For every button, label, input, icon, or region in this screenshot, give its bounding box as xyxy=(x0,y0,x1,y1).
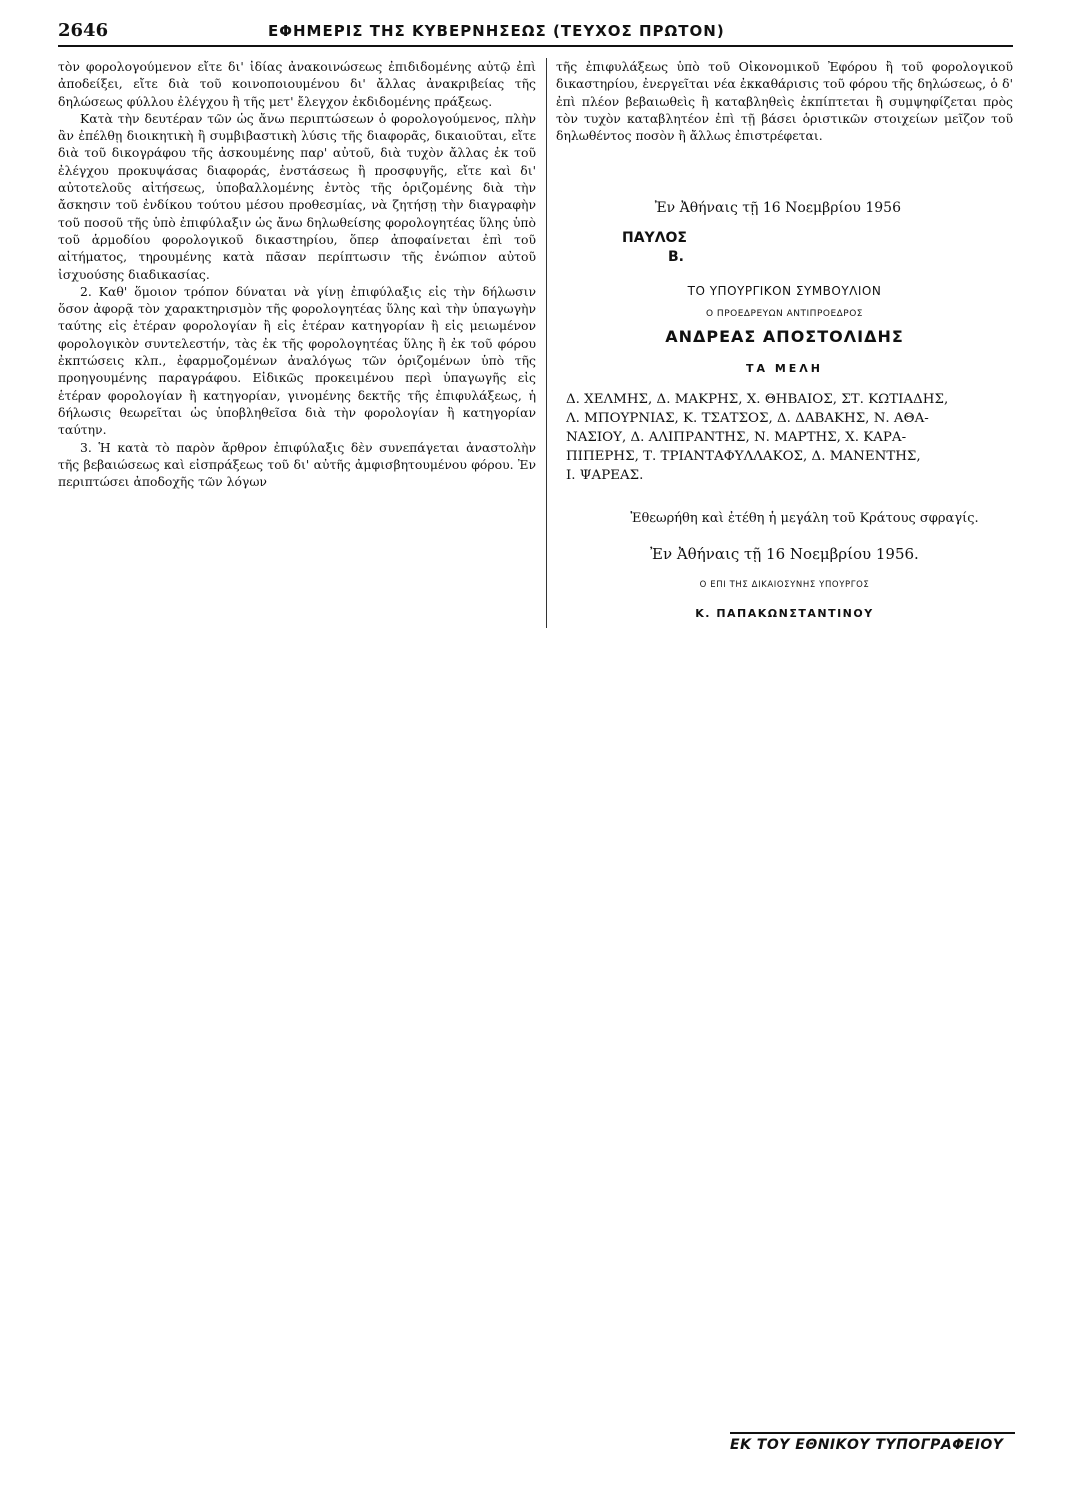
justice-minister-title: Ο ΕΠΙ ΤΗΣ ΔΙΚΑΙΟΣΥΝΗΣ ΥΠΟΥΡΓΟΣ xyxy=(699,580,870,590)
members-list xyxy=(556,390,1013,485)
left-paragraph-4: 3. Ἡ κατὰ τὸ παρὸν ἄρθρον ἐπιφύλαξις δὲν συνεπάγεται ἀναστολὴν τῆς βεβαιώσεως καὶ εἰσπράξεως τοῦ δι' αὐτῆς ἀμφισβητουμένου φόρου. Ἐν περιπτώσει ἀποδοχῆς τῶν λόγων xyxy=(58,439,536,490)
page-number: 2646 xyxy=(58,20,109,41)
left-paragraph-2: Κατὰ τὴν δευτέραν τῶν ὡς ἄνω περιπτώσεων ὁ φορολογούμενος, πλὴν ἂν ἐπέλθῃ διοικητικὴ ἢ συμβιβαστικὴ λύσις τῆς διαφορᾶς, δικαιοῦται, εἴτε διὰ τοῦ δικογράφου τῆς ἀσκουμένης παρ' αὐτοῦ, διὰ τυχὸν ἄλλας ἐκ τοῦ ἐλέγχου προκυψάσας διαφοράς, ἐνστάσεως ἢ προσφυγῆς, εἴτε καὶ δι' αὐτοτελοῦς αἰτήσεως, ὑποβαλλομένης ἐντὸς τῆς ὁριζομένης διὰ τὴν ἄσκησιν τοῦ ἐνδίκου τούτου μέσου προθεσμίας, νὰ ζητήσῃ τὴν διαγραφὴν τοῦ ποσοῦ τῆς ὑπὸ ἐπιφύλαξιν ὡς ἄνω δηλωθείσης φορολογητέας ὕλης ὑπὸ τοῦ ἁρμοδίου φορολογικοῦ δικαστηρίου, ὅπερ ἀποφαίνεται ἐπὶ τοῦ αἰτήματος, τηρουμένης κατὰ πᾶσαν περίπτωσιν τῆς ἐνώπιον αὐτοῦ ἰσχυούσης διαδικασίας. xyxy=(58,110,536,282)
right-column-text xyxy=(556,58,1013,144)
members-line: Ι. ΨΑΡΕΑΣ. xyxy=(566,468,644,483)
left-paragraph-3: 2. Καθ' ὅμοιον τρόπον δύναται νὰ γίνῃ ἐπιφύλαξις εἰς τὴν δήλωσιν ὅσον ἀφορᾷ τὸν χαρακτηρισμὸν τῆς φορολογητέας ὕλης καὶ τὴν ὑπαγωγὴν ταύτης εἰς ἑτέραν φορολογίαν ἢ εἰς ἑτέραν κατηγορίαν ἢ εἰς μειωμένον φορολογικὸν συντελεστήν, τὰς ἐκ τῆς φορολογητέας ὕλης ἢ ἐκ τοῦ φόρου ἐκπτώσεις κλπ., ἐφαρμοζομένων ἀναλόγως τῶν ὁριζομένων ὑπὸ τῆς προηγουμένης παραγράφου. Εἰδικῶς προκειμένου περὶ ὑπαγωγῆς εἰς ἑτέραν φορολογίαν ἢ κατηγορίαν, γινομένης δεκτῆς τῆς ἐπιφυλάξεως, ἡ δήλωσις θεωρεῖται ὡς ὑποβληθεῖσα διὰ τὴν φορολογίαν ἢ κατηγορίαν ταύτην. xyxy=(58,283,536,438)
king-numeral: Β. xyxy=(668,249,684,265)
header-rule xyxy=(58,45,1013,47)
members-line: Λ. ΜΠΟΥΡΝΙΑΣ, Κ. ΤΣΑΤΣΟΣ, Δ. ΔΑΒΑΚΗΣ, Ν. ΑΘΑ- xyxy=(566,411,929,426)
right-paragraph-1: τῆς ἐπιφυλάξεως ὑπὸ τοῦ Οἰκονομικοῦ Ἐφόρου ἢ τοῦ φορολογικοῦ δικαστηρίου, ἐνεργεῖται νέα ἐκκαθάρισις τοῦ φόρου τῆς δηλώσεως, ὁ δ' ἐπὶ πλέον βεβαιωθεὶς ἢ καταβληθεὶς ἐκπίπτεται ἢ συμψηφίζεται πρὸς τὸν τυχὸν καταβλητέον ἐπὶ τῇ βάσει ὁριστικῶν στοιχείων μεῖζον τοῦ δηλωθέντος ποσὸν ἢ ἄλλως ἐπιστρέφεται. xyxy=(556,59,1013,144)
seal-statement: Ἐθεωρήθη καὶ ἐτέθη ἡ μεγάλη τοῦ Κράτους σφραγίς. xyxy=(630,511,979,526)
council-title: ΤΟ ΥΠΟΥΡΓΙΚΟΝ ΣΥΜΒΟΥΛΙΟΝ xyxy=(687,284,882,298)
page-header xyxy=(58,20,1013,46)
vicepresident-name: ΑΝΔΡΕΑΣ ΑΠΟΣΤΟΛΙΔΗΣ xyxy=(665,327,904,346)
members-line: ΠΙΠΕΡΗΣ, Τ. ΤΡΙΑΝΤΑΦΥΛΛΑΚΟΣ, Δ. ΜΑΝΕΝΤΗΣ, xyxy=(566,449,921,464)
left-column xyxy=(58,58,536,490)
printer-imprint: ΕΚ ΤΟΥ ΕΘΝΙΚΟΥ ΤΥΠΟΓΡΑΦΕΙΟΥ xyxy=(730,1437,1004,1453)
signing-date: Ἐν Ἀθήναις τῇ 16 Νοεμβρίου 1956 xyxy=(654,200,901,216)
gazette-title: ΕΦΗΜΕΡΙΣ ΤΗΣ ΚΥΒΕΡΝΗΣΕΩΣ (ΤΕΥΧΟΣ ΠΡΩΤΟΝ) xyxy=(268,22,725,40)
footer-rule xyxy=(730,1432,1015,1434)
members-line: ΝΑΣΙΟΥ, Δ. ΑΛΙΠΡΑΝΤΗΣ, Ν. ΜΑΡΤΗΣ, Χ. ΚΑΡΑ- xyxy=(566,430,907,445)
column-divider xyxy=(546,58,547,628)
seal-date: Ἐν Ἀθήναις τῇ 16 Νοεμβρίου 1956. xyxy=(650,545,919,563)
left-paragraph-1: τὸν φορολογούμενον εἴτε δι' ἰδίας ἀνακοινώσεως ἐπιδιδομένης αὐτῷ ἐπὶ ἀποδείξει, εἴτε διὰ τοῦ κοινοποιουμένου δι' ἄλλας ἀνακριβείας τῆς δηλώσεως φύλλου ἐλέγχου ἢ τῆς μετ' ἔλεγχον ἐκδιδομένης πράξεως. xyxy=(58,59,536,109)
justice-minister-name: Κ. ΠΑΠΑΚΩΝΣΤΑΝΤΙΝΟΥ xyxy=(695,607,874,620)
king-name: ΠΑΥΛΟΣ xyxy=(622,230,687,246)
vicepresident-title: Ο ΠΡΟΕΔΡΕΥΩΝ ΑΝΤΙΠΡΟΕΔΡΟΣ xyxy=(705,309,863,319)
members-line: Δ. ΧΕΛΜΗΣ, Δ. ΜΑΚΡΗΣ, Χ. ΘΗΒΑΙΟΣ, ΣΤ. ΚΩΤΙΑΔΗΣ, xyxy=(566,392,949,407)
members-title: ΤΑ ΜΕΛΗ xyxy=(745,362,824,375)
